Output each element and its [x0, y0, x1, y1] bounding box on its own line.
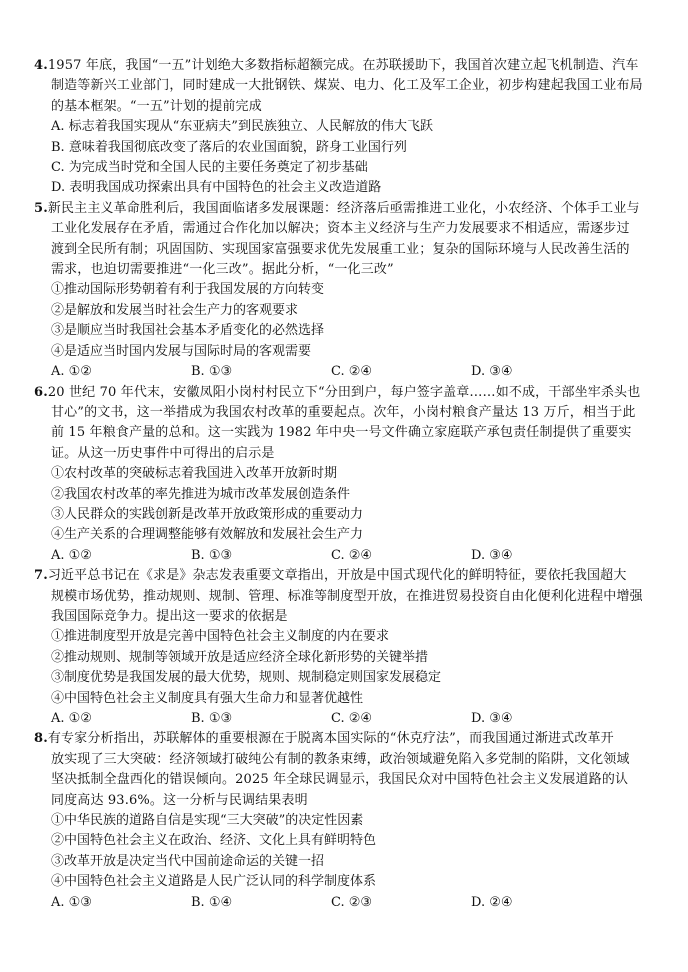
option-c: C. ②③: [331, 894, 373, 910]
options-row: [34, 893, 658, 913]
option-a: A. ①②: [51, 364, 92, 380]
question-number: 6.: [34, 384, 48, 400]
statement-3: ③是顺应当时我国社会基本矛盾变化的必然选择: [51, 323, 325, 339]
question-stem-line: 证。从这一历史事件中可得出的启示是: [51, 445, 275, 461]
question-7: [34, 566, 658, 729]
option-d: D. ③④: [471, 547, 513, 563]
statement-2: ②推动规则、规制等领域开放是适应经济全球化新形势的关键举措: [51, 649, 429, 665]
question-5: [34, 199, 658, 383]
option-b: B. ①④: [191, 894, 233, 910]
question-stem-line: 渡到全民所有制；巩固国防、实现国家富强要求优先发展重工业；复杂的国际环境与人民改善生活的: [51, 241, 630, 257]
statement-4: ④生产关系的合理调整能够有效解放和发展社会生产力: [51, 527, 364, 543]
question-number: 7.: [34, 568, 48, 584]
exam-page: [34, 56, 658, 913]
question-stem-line: 工业化发展存在矛盾，需通过合作化加以解决；资本主义经济与生产力发展要求不相适应，需逐步过: [51, 221, 630, 237]
question-4: [34, 56, 658, 199]
question-stem-line: 放实现了三大突破：经济领域打破纯公有制的教条束缚，政治领域避免陷入多党制的陷阱，文化领域: [51, 751, 630, 767]
option-d: D. ②④: [471, 894, 513, 910]
question-stem-line: 需求，也迫切需要推进“一化三改”。据此分析，“一化三改”: [51, 262, 394, 278]
statement-2: ②中国特色社会主义在政治、经济、文化上具有鲜明特色: [51, 833, 377, 849]
question-stem-line: [34, 566, 658, 586]
question-8: [34, 729, 658, 913]
question-stem-line: 前 15 年粮食产量的总和。这一实践为 1982 年中央一号文件确立家庭联产承包责任制提供了重要实: [51, 425, 632, 441]
option-b: B. ①③: [191, 364, 233, 380]
question-stem-line: 甘心”的文书，这一举措成为我国农村改革的重要起点。次年，小岗村粮食产量达 13 万斤，相当于此: [51, 404, 636, 420]
option-d: D. 表明我国成功探索出具有中国特色的社会主义改造道路: [51, 180, 382, 196]
question-stem-line: 的基本框架。“一五”计划的提前完成: [51, 98, 262, 114]
statement-4: ④中国特色社会主义制度具有强大生命力和显著优越性: [51, 690, 364, 706]
option-a: A. ①②: [51, 547, 92, 563]
statement-4: ④是适应当时国内发展与国际时局的客观需要: [51, 343, 312, 359]
option-c: C. 为完成当时党和全国人民的主要任务奠定了初步基础: [51, 160, 368, 176]
statement-4: ④中国特色社会主义道路是人民广泛认同的科学制度体系: [51, 874, 377, 890]
option-c: C. ②④: [331, 711, 373, 726]
question-stem-line: [34, 56, 658, 76]
statement-3: ③改革开放是决定当代中国前途命运的关键一招: [51, 853, 325, 869]
option-d: D. ③④: [471, 364, 513, 380]
options-row: [34, 546, 658, 566]
question-stem-line: 坚决抵制全盘西化的错误倾向。2025 年全球民调显示，我国民众对中国特色社会主义发展道路的认: [51, 772, 629, 788]
question-stem-line: [34, 729, 658, 749]
stem-text: 有专家分析指出，苏联解体的重要根源在于脱离本国实际的“休克疗法”，而我国通过渐进式改革开: [47, 731, 614, 747]
question-stem-line: 我国国际竞争力。提出这一要求的依据是: [51, 608, 288, 624]
stem-text: 习近平总书记在《求是》杂志发表重要文章指出，开放是中国式现代化的鲜明特征，要依托我国超大: [47, 568, 627, 584]
statement-1: ①农村改革的突破标志着我国进入改革开放新时期: [51, 466, 338, 482]
question-stem-line: 制造等新兴工业部门，同时建成一大批钢铁、煤炭、电力、化工及军工企业，初步构建起我国工业布局: [51, 78, 643, 94]
options-row: [34, 362, 658, 382]
statement-3: ③人民群众的实践创新是改革开放政策形成的重要动力: [51, 506, 364, 522]
question-stem-line: [34, 199, 658, 219]
option-a: A. ①②: [51, 711, 92, 726]
question-number: 5.: [34, 200, 48, 216]
stem-text: 新民主主义革命胜利后，我国面临诸多发展课题：经济落后亟需推进工业化，小农经济、个体手工业与: [47, 200, 640, 216]
options-row: [34, 709, 658, 729]
question-number: 8.: [34, 731, 48, 747]
option-d: D. ③④: [471, 711, 513, 726]
stem-text: 1957 年底，我国“一五”计划绝大多数指标超额完成。在苏联援助下，我国首次建立起飞机制造、汽车: [47, 58, 639, 73]
statement-1: ①推进制度型开放是完善中国特色社会主义制度的内在要求: [51, 629, 390, 645]
stem-text: 20 世纪 70 年代末，安徽凤阳小岗村村民立下“分田到户，每户签字盖章……如不成，干部坐牢杀头也: [47, 384, 641, 400]
question-number: 4.: [34, 58, 48, 73]
option-a: A. ①③: [51, 894, 92, 910]
option-b: B. ①③: [191, 711, 233, 726]
option-b: B. 意味着我国彻底改变了落后的农业国面貌，跻身工业国行列: [51, 139, 407, 155]
question-stem-line: [34, 383, 658, 403]
statement-2: ②是解放和发展当时社会生产力的客观要求: [51, 302, 299, 318]
option-c: C. ②④: [331, 364, 373, 380]
statement-1: ①推动国际形势朝着有利于我国发展的方向转变: [51, 282, 325, 298]
statement-2: ②我国农村改革的率先推进为城市改革发展创造条件: [51, 486, 351, 502]
statement-1: ①中华民族的道路自信是实现“三大突破”的决定性因素: [51, 813, 364, 829]
question-stem-line: 规模市场优势，推动规则、规制、管理、标准等制度型开放，在推进贸易投资自由化便利化进程中增强: [51, 588, 643, 604]
question-stem-line: 同度高达 93.6%。这一分析与民调结果表明: [51, 792, 308, 808]
option-c: C. ②④: [331, 547, 373, 563]
statement-3: ③制度优势是我国发展的最大优势，规则、规制稳定则国家发展稳定: [51, 670, 442, 686]
option-b: B. ①③: [191, 547, 233, 563]
question-6: [34, 383, 658, 567]
option-a: A. 标志着我国实现从“东亚病夫”到民族独立、人民解放的伟大飞跃: [51, 119, 433, 135]
